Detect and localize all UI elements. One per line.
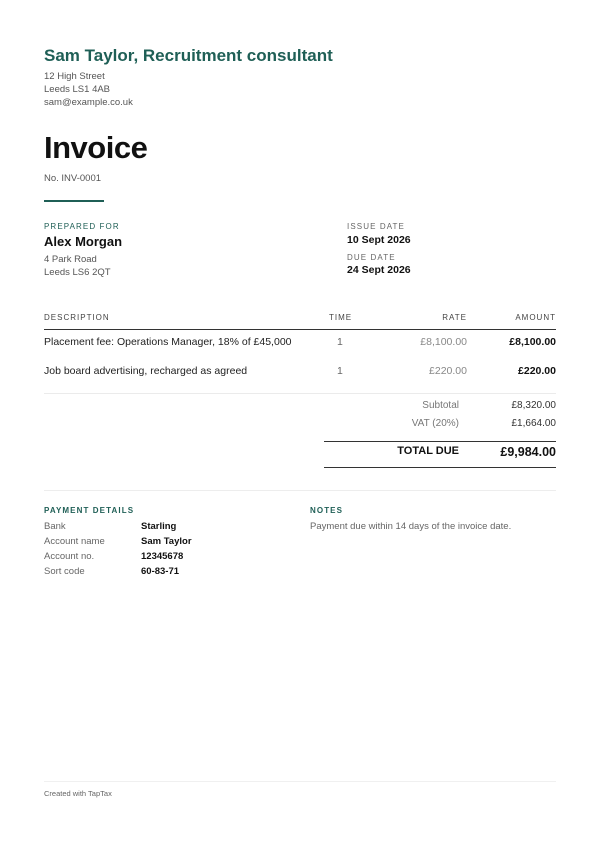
column-header-time: TIME — [329, 313, 353, 322]
total-due-label: TOTAL DUE — [397, 445, 459, 457]
row-description: Placement fee: Operations Manager, 18% of £45,000 — [44, 336, 292, 348]
total-due-value: £9,984.00 — [500, 445, 556, 459]
due-date-value: 24 Sept 2026 — [347, 264, 411, 276]
table-header-divider — [44, 329, 556, 330]
payment-account-number-value: 12345678 — [141, 551, 184, 562]
section-divider — [44, 490, 556, 491]
payment-bank-value: Starling — [141, 521, 177, 532]
payment-bank-label: Bank — [44, 521, 66, 532]
row-amount: £220.00 — [518, 365, 556, 377]
invoice-page — [44, 0, 556, 849]
column-header-amount: AMOUNT — [515, 313, 556, 322]
footer-credit: Created with TapTax — [44, 789, 112, 798]
title-accent-divider — [44, 200, 104, 202]
payment-sort-code-value: 60-83-71 — [141, 566, 180, 577]
column-header-rate: RATE — [442, 313, 467, 322]
client-address-line2: Leeds LS6 2QT — [44, 267, 111, 278]
payment-row — [44, 566, 294, 581]
row-time: 1 — [337, 336, 343, 348]
notes-label: NOTES — [310, 506, 344, 515]
footer-divider — [44, 781, 556, 782]
vat-value: £1,664.00 — [511, 418, 556, 429]
row-time: 1 — [337, 365, 343, 377]
payment-details — [44, 521, 294, 581]
table-row — [44, 365, 556, 379]
prepared-for-label: PREPARED FOR — [44, 222, 120, 231]
business-address-line2: Leeds LS1 4AB — [44, 84, 111, 95]
client-address-line1: 4 Park Road — [44, 254, 97, 265]
business-address-line1: 12 High Street — [44, 71, 105, 82]
vat-label: VAT (20%) — [411, 418, 459, 429]
client-address — [44, 253, 111, 279]
payment-row — [44, 521, 294, 536]
column-header-description: DESCRIPTION — [44, 313, 110, 322]
subtotal-value: £8,320.00 — [511, 400, 556, 411]
client-name: Alex Morgan — [44, 234, 123, 249]
subtotal-label: Subtotal — [422, 400, 459, 411]
payment-sort-code-label: Sort code — [44, 566, 85, 577]
invoice-number: No. INV-0001 — [44, 173, 102, 184]
row-rate: £8,100.00 — [420, 336, 467, 348]
row-amount: £8,100.00 — [509, 336, 556, 348]
payment-account-number-label: Account no. — [44, 551, 95, 562]
total-divider-top — [324, 441, 556, 442]
payment-row — [44, 551, 294, 566]
business-address — [44, 70, 133, 109]
payment-account-name-label: Account name — [44, 536, 105, 547]
issue-date-value: 10 Sept 2026 — [347, 234, 411, 246]
business-email: sam@example.co.uk — [44, 97, 133, 108]
total-divider-bottom — [324, 467, 556, 468]
page-title: Invoice — [44, 130, 148, 165]
row-description: Job board advertising, recharged as agreed — [44, 365, 248, 377]
payment-row — [44, 536, 294, 551]
items-divider — [44, 393, 556, 394]
payment-details-label: PAYMENT DETAILS — [44, 506, 135, 515]
business-name: Sam Taylor, Recruitment consultant — [44, 46, 333, 65]
issue-date-label: ISSUE DATE — [347, 222, 405, 231]
table-row — [44, 336, 556, 350]
due-date-label: DUE DATE — [347, 253, 396, 262]
payment-account-name-value: Sam Taylor — [141, 536, 192, 547]
row-rate: £220.00 — [429, 365, 467, 377]
notes-text: Payment due within 14 days of the invoice date. — [310, 521, 512, 532]
